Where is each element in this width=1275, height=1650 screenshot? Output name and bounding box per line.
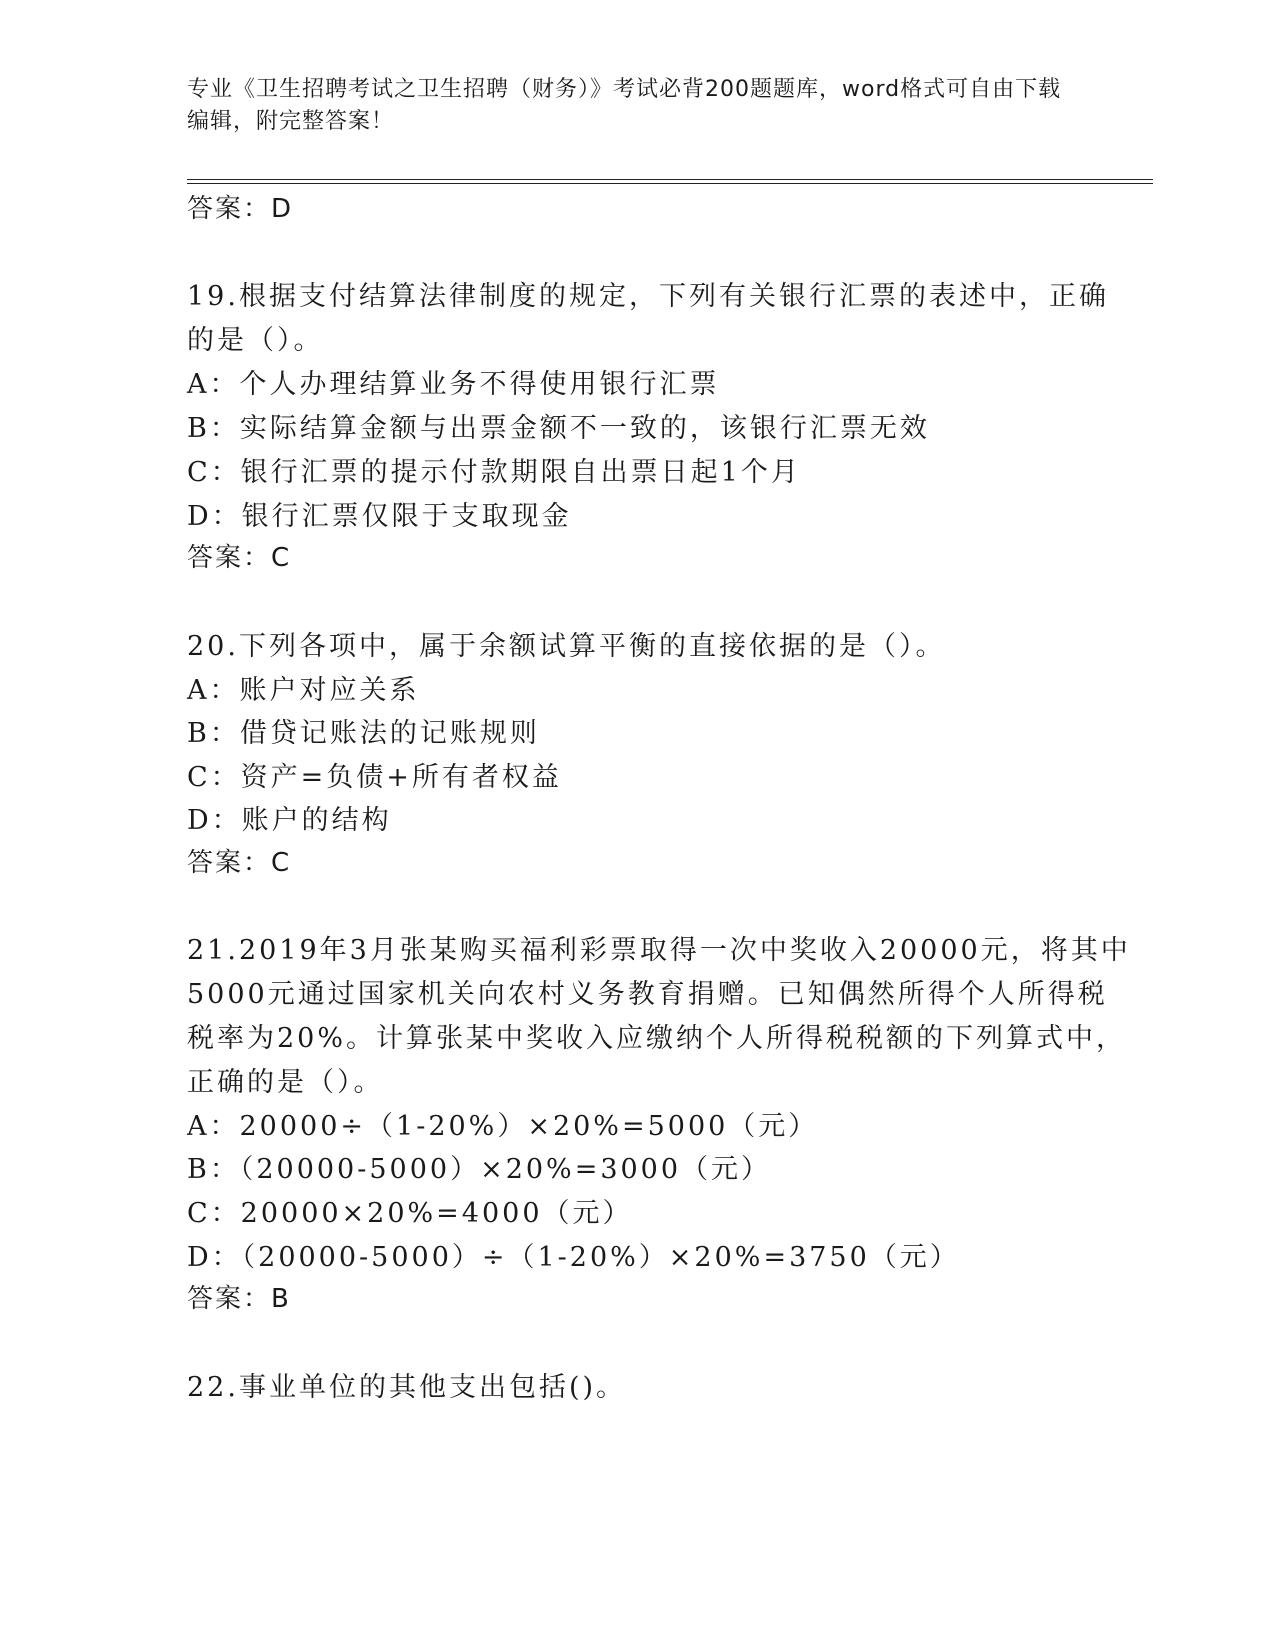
answer-line: 答案：B bbox=[187, 1284, 291, 1314]
option-b: B：借贷记账法的记账规则 bbox=[187, 718, 540, 749]
option-b: B：（20000-5000）×20%=3000（元） bbox=[187, 1154, 772, 1185]
question-20-text: 20.下列各项中，属于余额试算平衡的直接依据的是（）。 bbox=[187, 631, 946, 662]
option-c: C：银行汇票的提示付款期限自出票日起1个月 bbox=[187, 457, 801, 488]
option-d: D：（20000-5000）÷（1-20%）×20%=3750（元） bbox=[187, 1242, 960, 1273]
option-c: C：20000×20%=4000（元） bbox=[187, 1198, 633, 1229]
document-header: 专业《卫生招聘考试之卫生招聘（财务）》考试必背200题题库，word格式可自由下载编辑，附完整答案！ bbox=[187, 77, 1062, 134]
question-19-text: 19.根据支付结算法律制度的规定，下列有关银行汇票的表述中，正确 bbox=[187, 281, 1109, 312]
question-21-text-cont: 正确的是（）。 bbox=[187, 1067, 384, 1098]
answer-line: 答案：C bbox=[187, 543, 292, 573]
question-21-text-cont: 税率为20%。计算张某中奖收入应缴纳个人所得税税额的下列算式中， bbox=[187, 1023, 1127, 1054]
option-a: A：个人办理结算业务不得使用银行汇票 bbox=[187, 369, 720, 400]
option-c: C：资产=负债+所有者权益 bbox=[187, 762, 562, 793]
option-d: D：银行汇票仅限于支取现金 bbox=[187, 501, 572, 532]
answer-line: 答案：C bbox=[187, 848, 292, 878]
option-b: B：实际结算金额与出票金额不一致的，该银行汇票无效 bbox=[187, 413, 930, 444]
question-21-text-cont: 5000元通过国家机关向农村义务教育捐赠。已知偶然所得个人所得税 bbox=[187, 979, 1108, 1010]
option-a: A：账户对应关系 bbox=[187, 675, 420, 706]
question-22-text: 22.事业单位的其他支出包括()。 bbox=[187, 1372, 627, 1403]
header-rule bbox=[187, 179, 1153, 180]
option-a: A：20000÷（1-20%）×20%=5000（元） bbox=[187, 1111, 819, 1142]
question-21-text: 21.2019年3月张某购买福利彩票取得一次中奖收入20000元，将其中 bbox=[187, 935, 1131, 966]
question-19-text-cont: 的是（）。 bbox=[187, 325, 324, 356]
header-rule-double bbox=[187, 183, 1153, 184]
option-d: D：账户的结构 bbox=[187, 805, 392, 836]
answer-line: 答案：D bbox=[187, 194, 294, 224]
